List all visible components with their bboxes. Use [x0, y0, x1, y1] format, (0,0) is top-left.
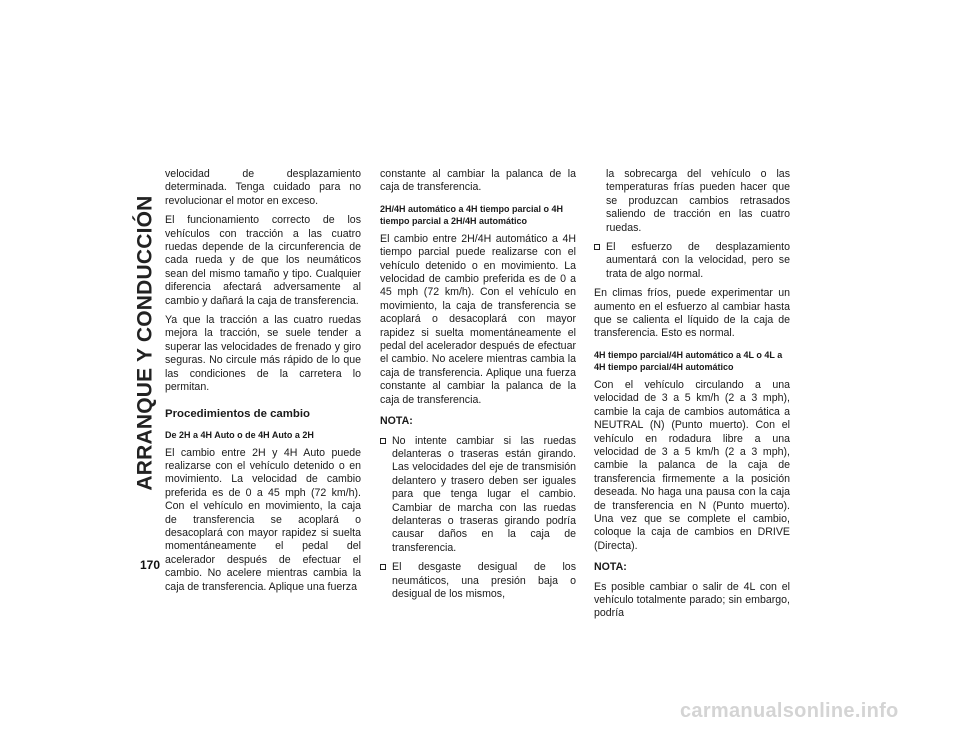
paragraph: constante al cambiar la palanca de la caja de transferencia.	[380, 168, 576, 194]
list-item	[380, 561, 576, 601]
paragraph: En climas fríos, puede experimentar un aumento en el esfuerzo al cambiar hasta que se calienta el líquido de la caja de transferencia. Esto es normal.	[594, 287, 790, 340]
watermark: carmanualsonline.info	[680, 700, 899, 722]
note-list	[380, 435, 576, 602]
chapter-side-title	[131, 160, 161, 526]
paragraph: velocidad de desplazamiento determinada. Tenga cuidado para no revolucionar el motor en exceso.	[165, 168, 361, 207]
section-heading: Procedimientos de cambio	[165, 407, 310, 420]
note-label: NOTA:	[380, 415, 413, 428]
paragraph: El cambio entre 2H y 4H Auto puede realizarse con el vehículo detenido o en movimiento. La velocidad de cambio preferida es de 0 a 45 mph (72 km/h). Con el vehículo en movimiento, la caja de transferencia se acoplará o desacoplará con mayor rapidez si suelta momentáneamente el pedal del acelerador después de efectuar el cambio. No acelere mientras cambia la caja de transferencia. Aplique una fuerza	[165, 446, 361, 593]
paragraph: El funcionamiento correcto de los vehículos con tracción a las cuatro ruedas depende de la circunferencia de cada rueda y de que los neumáticos sean del mismo tamaño y tipo. Cualquier diferencia afectará adversamente al cambio y dañará la caja de transferencia.	[165, 214, 361, 307]
note-label: NOTA:	[594, 561, 627, 574]
list-item	[380, 435, 576, 556]
list-item-text: El desgaste desigual de los neumáticos, una presión baja o desigual de los mismos,	[392, 561, 576, 600]
list-item-continuation: la sobrecarga del vehículo o las temperaturas frías pueden hacer que se produzcan cambios retrasados saliendo de tracción en las cuatro ruedas.	[606, 168, 790, 234]
subsection-heading: De 2H a 4H Auto o de 4H Auto a 2H	[165, 429, 314, 440]
list-item	[594, 241, 790, 281]
square-bullet-icon	[380, 564, 386, 570]
chapter-title-text: ARRANQUE Y CONDUCCIÓN	[134, 195, 157, 491]
subsection-heading: 2H/4H automático a 4H tiempo parcial o 4H tiempo parcial a 2H/4H automático	[380, 203, 564, 226]
list-item-text: No intente cambiar si las ruedas delanteras o traseras están girando. Las velocidades del eje de transmisión delantero y trasero deben ser iguales para que tenga lugar el cambio. Cambiar de marcha con las ruedas delanteras o traseras girando podría causar daños en la caja de transferencia.	[392, 434, 576, 554]
subsection-heading: 4H tiempo parcial/4H automático a 4L o 4L a 4H tiempo parcial/4H automático	[594, 349, 783, 372]
paragraph: El cambio entre 2H/4H automático a 4H tiempo parcial puede realizarse con el vehículo detenido o en movimiento. La velocidad de cambio preferida es de 0 a 45 mph (72 km/h). Con el vehículo en movimiento, la caja de transferencia se acoplará o desacoplará con mayor rapidez si suelta momentáneamente el pedal del acelerador después de efectuar el cambio. No acelere mientras cambia la caja de transferencia. Aplique una fuerza constante al cambiar la palanca de la caja de transferencia.	[380, 232, 576, 406]
list-item-text: El esfuerzo de desplazamiento aumentará con la velocidad, pero se trata de algo normal.	[606, 241, 790, 280]
paragraph: Ya que la tracción a las cuatro ruedas mejora la tracción, se suele tender a superar las velocidades de frenado y giro seguras. No circule más rápido de lo que las condiciones de la carretera lo permitan.	[165, 314, 361, 394]
text-column-2	[380, 168, 576, 607]
text-column-3	[594, 168, 790, 627]
page-number: 170	[140, 558, 161, 572]
square-bullet-icon	[594, 244, 600, 250]
square-bullet-icon	[380, 438, 386, 444]
text-column-1	[165, 168, 361, 600]
note-list	[594, 241, 790, 281]
note-text: Es posible cambiar o salir de 4L con el vehículo totalmente parado; sin embargo, podría	[594, 580, 790, 620]
paragraph: Con el vehículo circulando a una velocidad de 3 a 5 km/h (2 a 3 mph), cambie la caja de cambios automática a NEUTRAL (N) (Punto muerto). Con el vehículo en rodadura libre a una velocidad de 3 a 5 km/h (2 a 3 mph), cambie la palanca de la caja de transferencia firmemente a la posición deseada. No haga una pausa con la caja de transferencia en N (Punto muerto). Una vez que se complete el cambio, coloque la caja de cambios en DRIVE (Directa).	[594, 378, 790, 552]
